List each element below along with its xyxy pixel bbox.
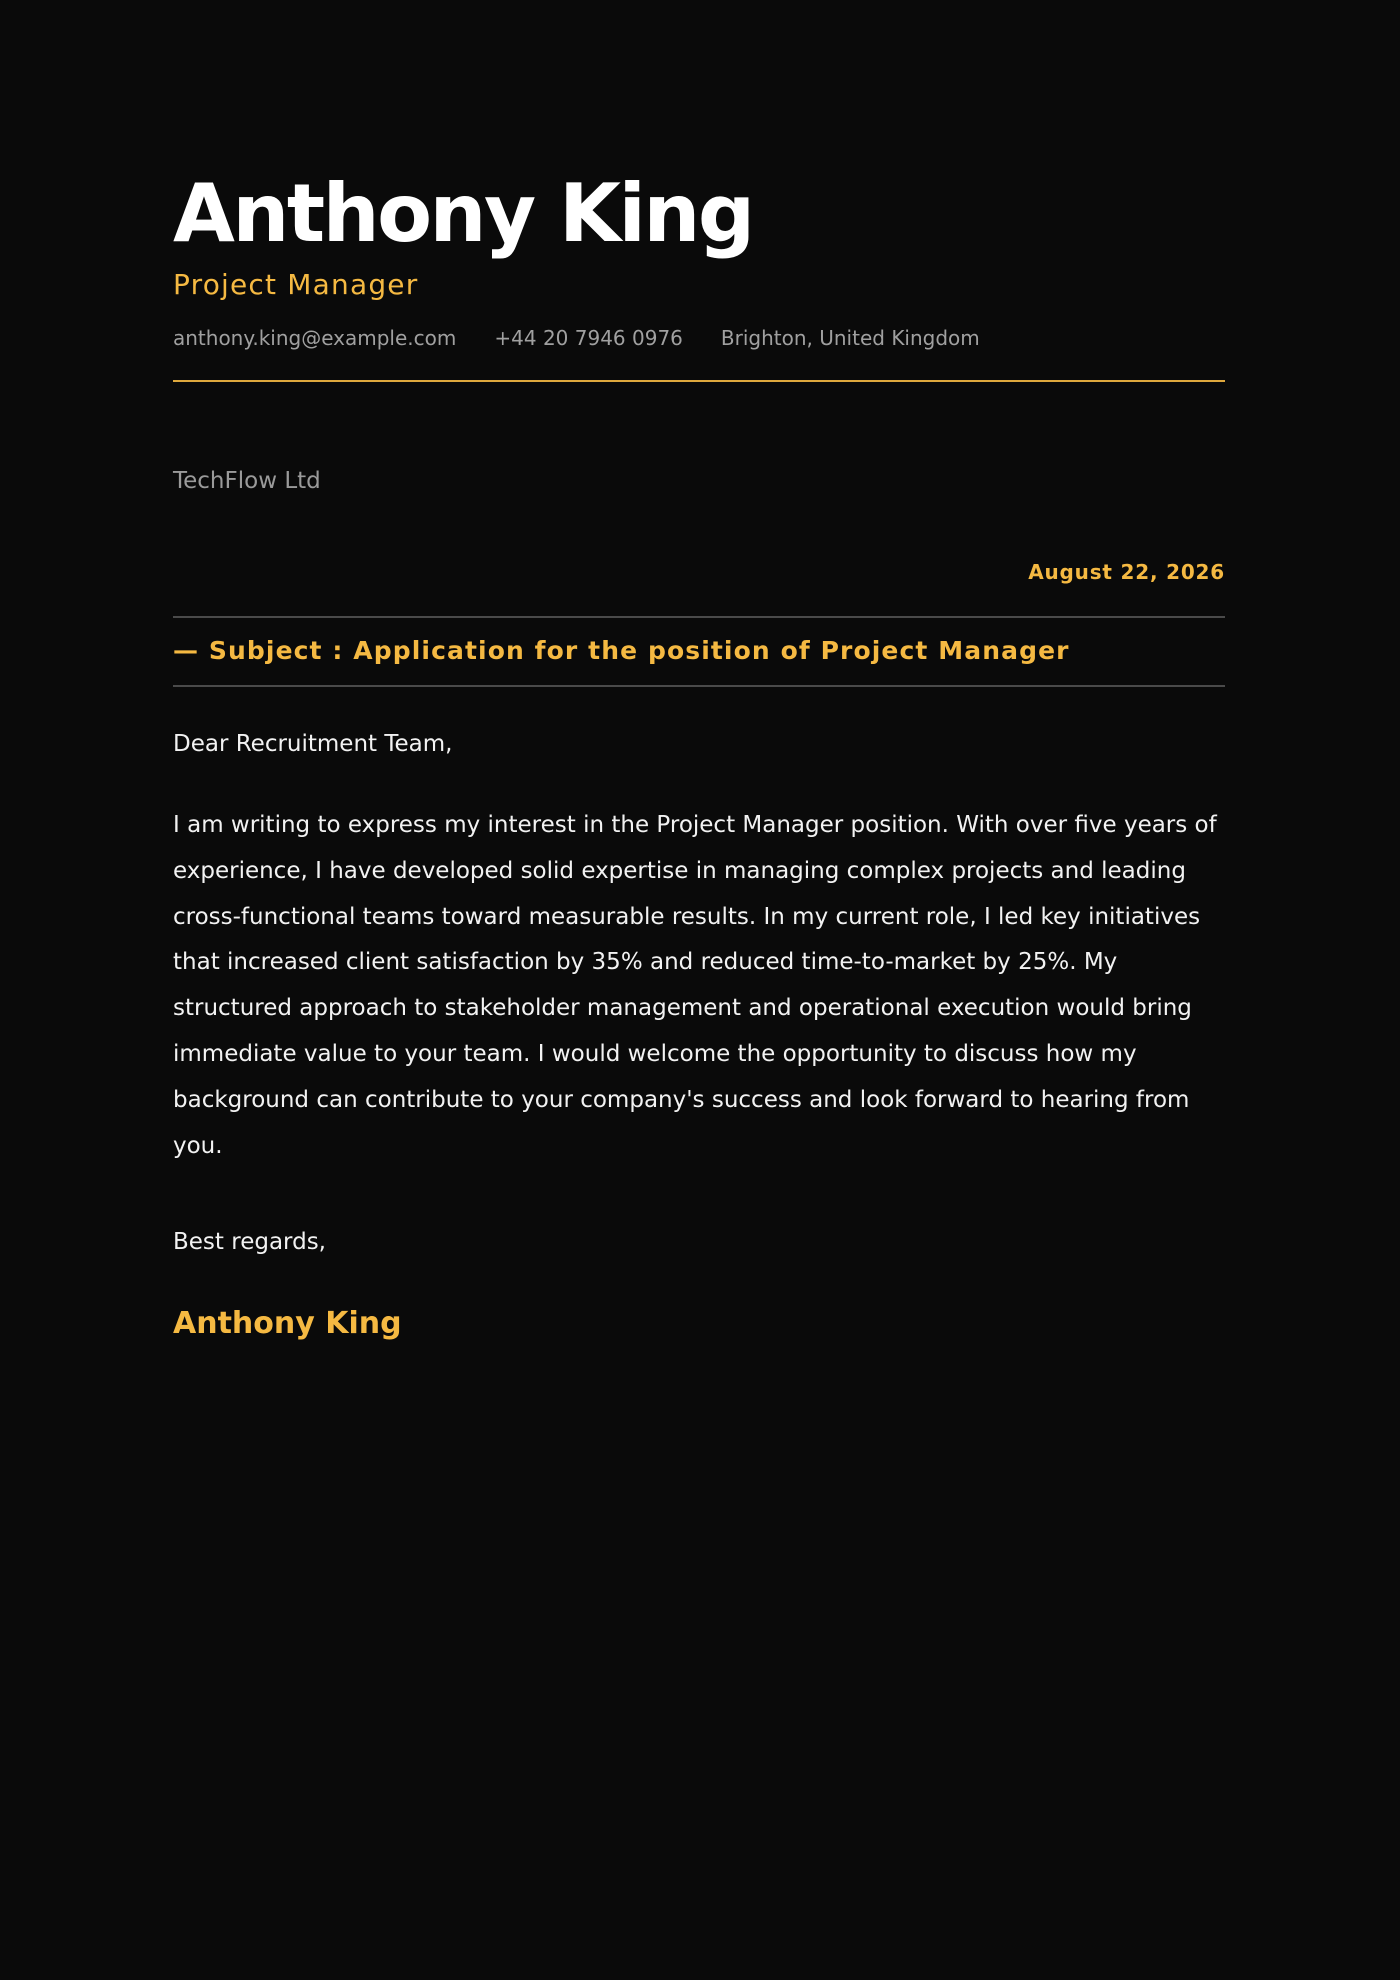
closing: Best regards, <box>173 1229 326 1256</box>
subject-block <box>173 616 1225 687</box>
header-divider <box>173 380 1225 382</box>
applicant-role: Project Manager <box>173 268 419 301</box>
applicant-name: Anthony King <box>173 167 753 260</box>
salutation: Dear Recruitment Team, <box>173 731 453 757</box>
contact-phone: +44 20 7946 0976 <box>494 326 683 350</box>
letter-header <box>173 168 1225 382</box>
recipient-company: TechFlow Ltd <box>173 468 321 494</box>
letter-subject: — Subject : Application for the position of Project Manager <box>173 636 1070 665</box>
letter-date: August 22, 2026 <box>1028 560 1225 584</box>
contact-location: Brighton, United Kingdom <box>720 326 980 350</box>
signature: Anthony King <box>173 1306 402 1342</box>
contact-info <box>173 324 1225 352</box>
letter-body: I am writing to express my interest in the Project Manager position. With over five years of experience, I have developed solid expertise in managing complex projects and leading cross-functional teams toward measurable results. In my current role, I led key initiatives that increased client satisfaction by 35% and reduced time-to-market by 25%. My structured approach to stakeholder management and operational execution would bring immediate value to your team. I would welcome the opportunity to discuss how my background can contribute to your company's success and look forward to hearing from you. <box>173 812 1217 1159</box>
contact-email: anthony.king@example.com <box>173 326 457 350</box>
